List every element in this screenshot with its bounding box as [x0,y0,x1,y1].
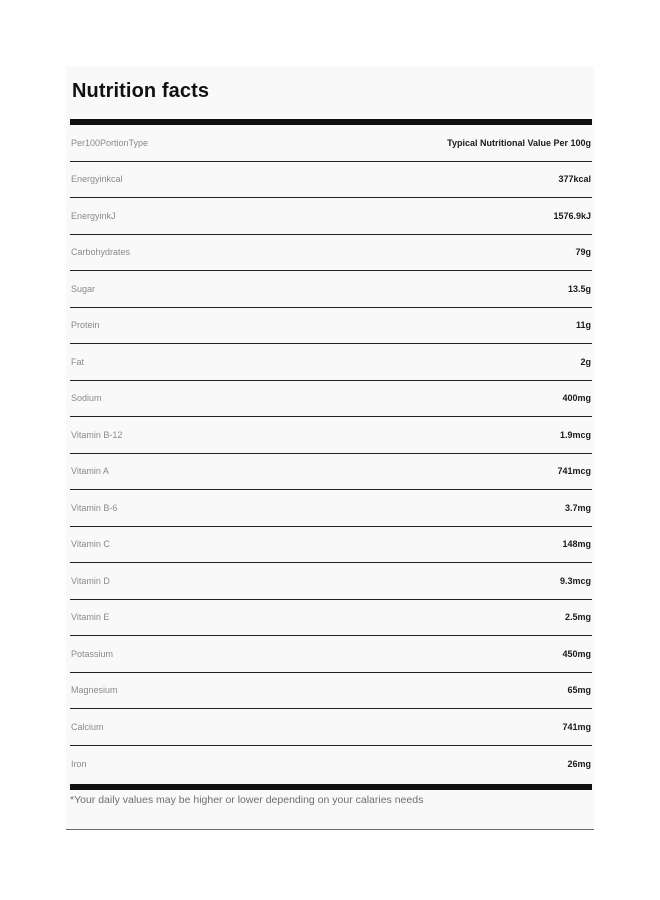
nutrient-label: Vitamin E [71,612,110,623]
table-row [70,125,592,162]
nutrient-label: Sugar [71,283,96,294]
table-row [70,308,592,345]
nutrient-value: 9.3mcg [559,575,591,586]
nutrient-label: Protein [71,320,100,331]
table-row [70,198,592,235]
table-row [70,271,592,308]
table-row [70,636,592,673]
table-row [70,563,592,600]
nutrient-label: Calcium [71,721,104,732]
table-row [70,600,592,637]
nutrient-label: Per100PortionType [71,137,149,148]
nutrient-label: Vitamin B-12 [71,429,123,440]
page-title: Nutrition facts [72,80,210,102]
nutrient-value: 148mg [562,539,591,550]
nutrient-value: 450mg [562,648,591,659]
nutrient-value: 741mg [562,721,591,732]
table-row [70,381,592,418]
table-row [70,344,592,381]
nutrition-facts-panel [66,66,594,830]
nutrient-value: Typical Nutritional Value Per 100g [447,137,591,148]
nutrient-value: 2.5mg [564,612,591,623]
nutrient-label: Fat [71,356,85,367]
nutrient-value: 1.9mcg [559,429,591,440]
table-row [70,454,592,491]
nutrient-label: EnergyinkJ [71,210,116,221]
nutrient-value: 377kcal [558,174,591,185]
bottom-divider [70,784,592,790]
nutrient-label: Vitamin C [71,539,110,550]
nutrient-value: 1576.9kJ [553,210,591,221]
nutrient-value: 26mg [567,758,591,769]
nutrient-value: 65mg [567,685,591,696]
table-row [70,673,592,710]
table-row [70,235,592,272]
nutrient-label: Energyinkcal [71,174,123,185]
nutrient-label: Iron [71,758,87,769]
nutrient-label: Magnesium [71,685,118,696]
nutrient-value: 79g [575,247,591,258]
nutrient-value: 11g [575,320,591,331]
nutrient-value: 741mcg [557,466,591,477]
nutrient-value: 400mg [562,393,591,404]
table-row [70,709,592,746]
table-row [70,417,592,454]
nutrient-label: Vitamin D [71,575,110,586]
nutrient-value: 2g [580,356,591,367]
nutrient-label: Vitamin A [71,466,109,477]
table-row [70,527,592,564]
nutrient-label: Vitamin B-6 [71,502,118,513]
nutrient-value: 3.7mg [564,502,591,513]
table-row [70,490,592,527]
table-row [70,746,592,783]
nutrition-table [70,125,592,782]
table-row [70,162,592,199]
nutrient-value: 13.5g [567,283,591,294]
nutrient-label: Potassium [71,648,114,659]
nutrient-label: Sodium [71,393,102,404]
nutrient-label: Carbohydrates [71,247,131,258]
daily-values-footnote: *Your daily values may be higher or lower depending on your calaries needs [70,794,424,806]
